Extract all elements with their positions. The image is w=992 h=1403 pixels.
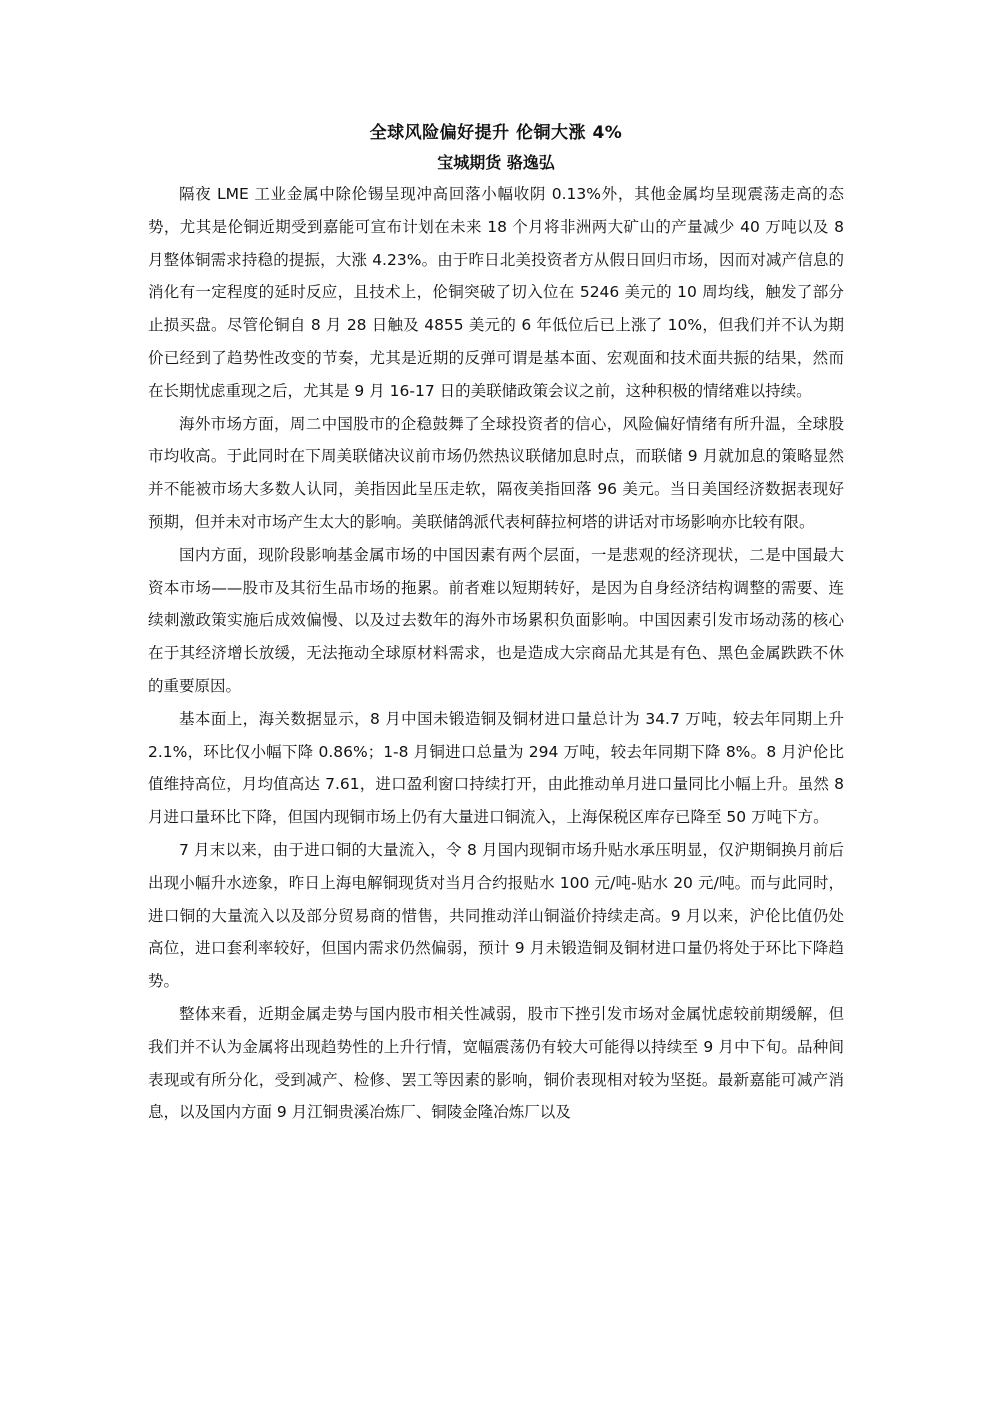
paragraph-outlook: 整体来看，近期金属走势与国内股市相关性减弱，股市下挫引发市场对金属忧虑较前期缓解，但我们并不认为金属将出现趋势性的上升行情，宽幅震荡仍有较大可能得以持续至 9 月中下旬。品种间表现或有所分化，受到减产、检修、罢工等因素的影响，铜价表现相对较为坚挺。最新嘉能可减产消息，以及国内方面 9 月江铜贵溪冶炼厂、铜陵金隆冶炼厂以及 [148, 1004, 844, 1122]
paragraph-lme-overview: 隔夜 LME 工业金属中除伦锡呈现冲高回落小幅收阴 0.13%外，其他金属均呈现震荡走高的态势，尤其是伦铜近期受到嘉能可宣布计划在未来 18 个月将非洲两大矿山的产量减少 40 万吨以及 8 月整体铜需求持稳的提振，大涨 4.23%。由于昨日北美投资者方从假日回归市场，因而对减产信息的消化有一定程度的延时反应，且技术上，伦铜突破了切入位在 5246 美元的 10 周均线，触发了部分止损买盘。尽管伦铜自 8 月 28 日触及 4855 美元的 6 年低位后已上涨了 10%，但我们并不认为期价已经到了趋势性改变的节奏，尤其是近期的反弹可谓是基本面、宏观面和技术面共振的结果，然而在长期忧虑重现之后，尤其是 9 月 16-17 日的美联储政策会议之前，这种积极的情绪难以持续。 [148, 185, 844, 400]
article-byline: 宝城期货 骆逸弘 [437, 153, 555, 172]
document-page [148, 118, 844, 1129]
paragraph-spot-premium: 7 月末以来，由于进口铜的大量流入，令 8 月国内现铜市场升贴水承压明显，仅沪期铜换月前后出现小幅升水迹象，昨日上海电解铜现货对当月合约报贴水 100 元/吨-贴水 20 元/吨。而与此同时，进口铜的大量流入以及部分贸易商的惜售，共同推动洋山铜溢价持续走高。9 月以来，沪伦比值仍处高位，进口套利率较好，但国内需求仍然偏弱，预计 9 月未锻造铜及铜材进口量仍将处于环比下降趋势。 [148, 840, 844, 991]
article-title: 全球风险偏好提升 伦铜大涨 4% [369, 123, 623, 143]
paragraph-domestic-factors: 国内方面，现阶段影响基金属市场的中国因素有两个层面，一是悲观的经济现状，二是中国最大资本市场——股市及其衍生品市场的拖累。前者难以短期转好，是因为自身经济结构调整的需要、连续刺激政策实施后成效偏慢、以及过去数年的海外市场累积负面影响。中国因素引发市场动荡的核心在于其经济增长放缓，无法拖动全球原材料需求，也是造成大宗商品尤其是有色、黑色金属跌跌不休的重要原因。 [148, 545, 844, 695]
paragraph-overseas-markets: 海外市场方面，周二中国股市的企稳鼓舞了全球投资者的信心，风险偏好情绪有所升温，全球股市均收高。于此同时在下周美联储决议前市场仍然热议联储加息时点，而联储 9 月就加息的策略显然并不能被市场大多数人认同，美指因此呈压走软，隔夜美指回落 96 美元。当日美国经济数据表现好预期，但并未对市场产生太大的影响。美联储鸽派代表柯薛拉柯塔的讲话对市场影响亦比较有限。 [148, 414, 844, 531]
paragraph-fundamentals: 基本面上，海关数据显示，8 月中国未锻造铜及铜材进口量总计为 34.7 万吨，较去年同期上升 2.1%，环比仅小幅下降 0.86%；1-8 月铜进口总量为 294 万吨，较去年同期下降 8%。8 月沪伦比值维持高位，月均值高达 7.61，进口盈利窗口持续打开，由此推动单月进口量同比小幅上升。虽然 8 月进口量环比下降，但国内现铜市场上仍有大量进口铜流入，上海保税区库存已降至 50 万吨下方。 [148, 709, 844, 827]
